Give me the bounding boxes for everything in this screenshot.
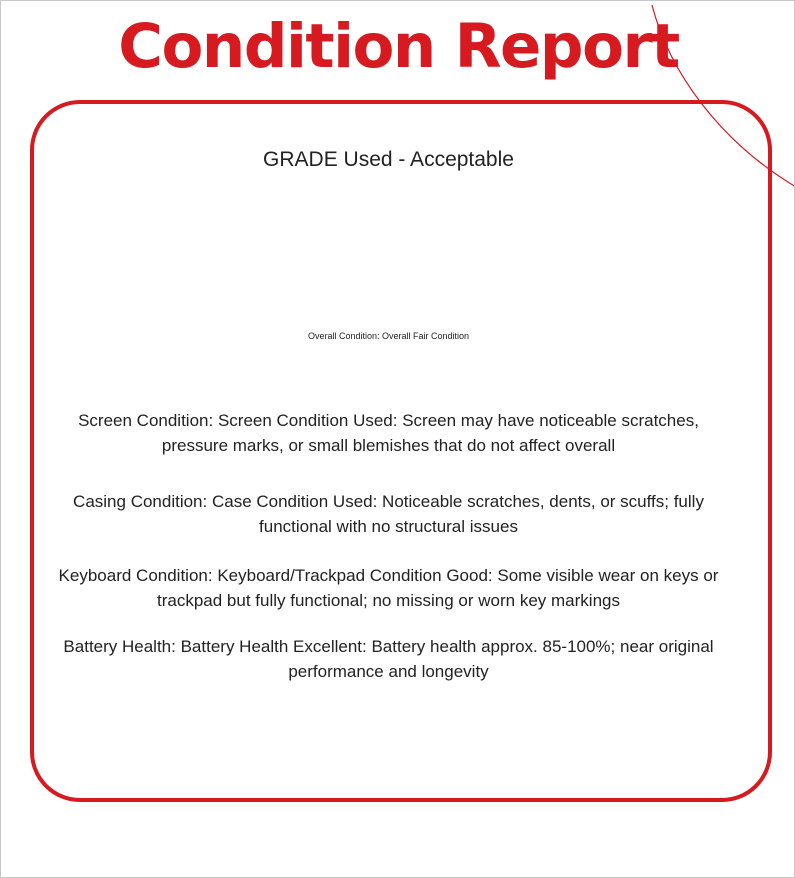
- casing-condition: Casing Condition: Case Condition Used: Noticeable scratches, dents, or scuffs; fully functional with no structural issues: [73, 492, 704, 536]
- screen-condition: Screen Condition: Screen Condition Used: Screen may have noticeable scratches, pressure marks, or small blemishes that do not affect overall: [78, 411, 699, 455]
- grade-label: GRADE Used - Acceptable: [263, 148, 514, 171]
- keyboard-condition: Keyboard Condition: Keyboard/Trackpad Condition Good: Some visible wear on keys or trackpad but fully functional; no missing or worn key markings: [58, 566, 719, 610]
- overall-condition: Overall Condition: Overall Fair Condition: [307, 331, 470, 341]
- battery-health: Battery Health: Battery Health Excellent: Battery health approx. 85-100%; near original performance and longevity: [63, 637, 714, 681]
- page-title: Condition Report: [118, 11, 679, 82]
